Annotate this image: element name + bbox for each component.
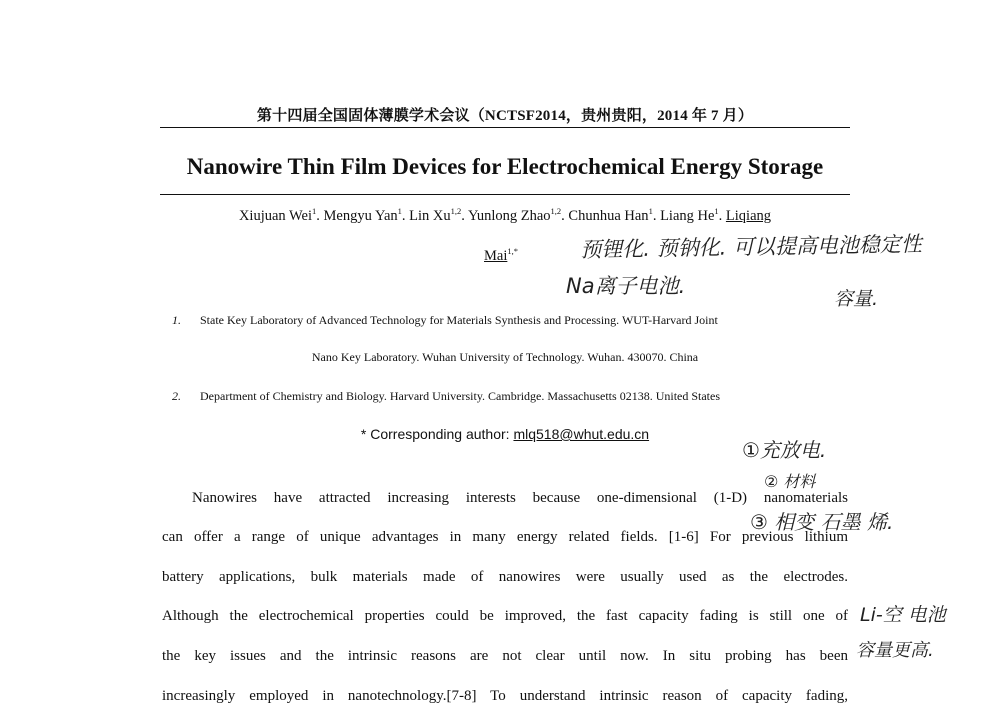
last-author-line [484, 246, 518, 265]
author-name: Mengyu Yan [323, 207, 398, 224]
handwritten-note-1: 预锂化. 预钠化. 可以提高电池稳定性 [580, 232, 923, 262]
author-name: Liang He [660, 207, 715, 224]
author-affiliation-sup: 1 [312, 206, 317, 216]
author-list: Xiujuan Wei$^1$. Mengyu Yan$^1$. Lin Xu$^{1,2}$. Yunlong Zhao$^{1,2}$. Chunhua Han$^1$. Liang He$^1$. Liqiang [238, 206, 772, 224]
author-name: Xiujuan Wei [238, 207, 313, 224]
last-author-sup: 1,* [507, 246, 518, 256]
body-line-6: increasingly employed in nanotechnology.[7-8] To understand intrinsic reason of capacity fading, [162, 688, 848, 704]
conference-header: 第十四届全国固体薄膜学术会议（NCTSF2014，贵州贵阳，2014 年 7 月） [256, 108, 754, 124]
handwritten-note-3: 容量. [834, 288, 879, 310]
title-rule [160, 194, 850, 195]
body-line-2: can offer a range of unique advantages in many energy related fields. [1-6] For previous lithium [162, 529, 848, 545]
author-affiliation-sup: 1 [648, 206, 653, 216]
author-name: Lin Xu [409, 207, 451, 224]
handwritten-note-7: Li-空 电池 [860, 604, 946, 626]
author-name: Yunlong Zhao [467, 207, 551, 224]
affiliation-2-line-1: Department of Chemistry and Biology. Harvard University. Cambridge. Massachusetts 02138. United States [200, 389, 721, 403]
affiliation-number-1: 1. [172, 313, 181, 327]
author-name: Chunhua Han [568, 207, 649, 224]
paper-title: Nanowire Thin Film Devices for Electrochemical Energy Storage [186, 154, 824, 179]
handwritten-note-5: ② 材料 [764, 472, 816, 491]
handwritten-note-4: ①充放电. [742, 438, 827, 462]
header-rule [160, 127, 850, 128]
author-affiliation-sup: 1 [397, 206, 402, 216]
body-line-1: Nanowires have attracted increasing interests because one-dimensional (1-D) nanomaterials [192, 490, 848, 506]
affiliation-1-line-1: State Key Laboratory of Advanced Technology for Materials Synthesis and Processing. WUT-Harvard Joint [200, 313, 718, 327]
corresponding-label: * Corresponding author: [360, 426, 510, 442]
body-line-4: Although the electrochemical properties could be improved, the fast capacity fading is still one of [162, 608, 848, 624]
affiliation-1-line-2: Nano Key Laboratory. Wuhan University of Technology. Wuhan. 430070. China [311, 350, 699, 364]
handwritten-note-8: 容量更高. [856, 640, 934, 661]
body-line-3: battery applications, bulk materials made of nanowires were usually used as the electrodes. [162, 569, 848, 585]
affiliation-number-2: 2. [172, 389, 181, 403]
corresponding-email-link[interactable]: mlq518@whut.edu.cn [513, 426, 650, 442]
handwritten-note-6: ③ 相变 石墨 烯. [750, 510, 894, 534]
author-affiliation-sup: 1 [714, 206, 719, 216]
body-line-5: the key issues and the intrinsic reasons are not clear until now. In situ probing has been [162, 648, 848, 664]
author-affiliation-sup: 1,2 [450, 206, 462, 216]
last-author-last: Mai [484, 247, 508, 264]
author-affiliation-sup: 1,2 [550, 206, 562, 216]
last-author-first: Liqiang [725, 207, 772, 224]
handwritten-note-2: Na离子电池. [566, 274, 686, 298]
